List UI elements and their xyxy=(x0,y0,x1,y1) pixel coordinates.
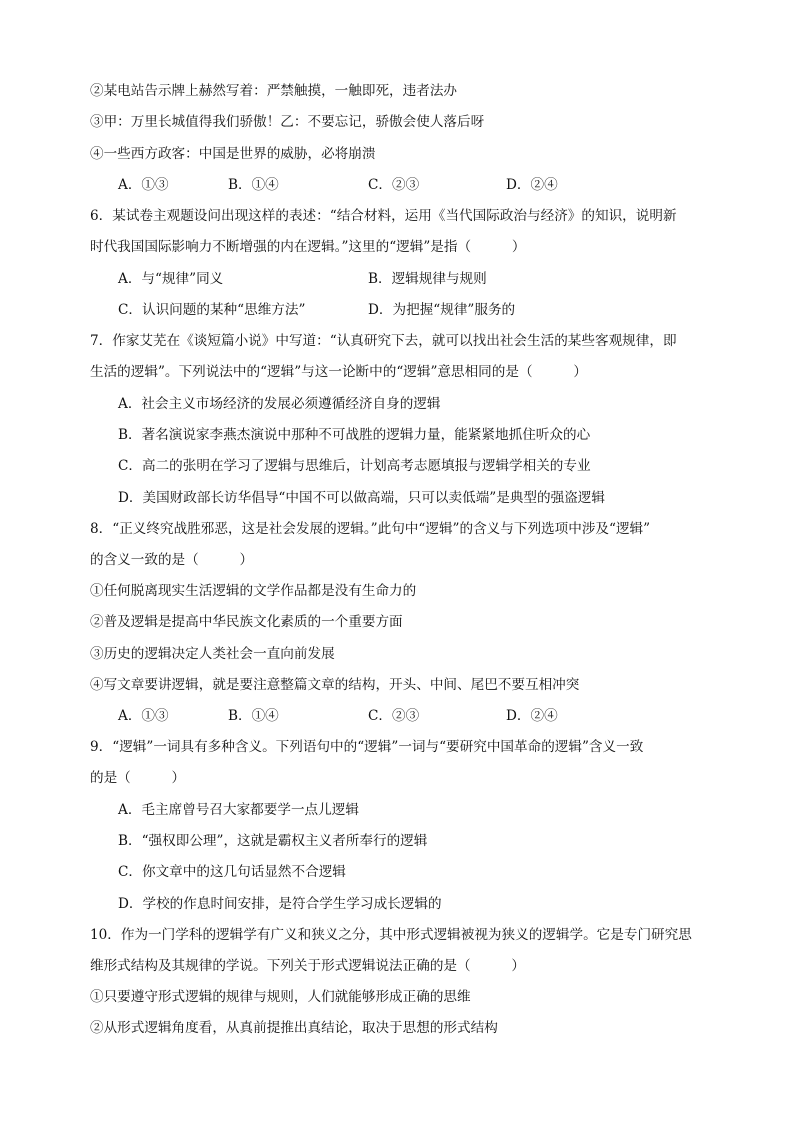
q9-option-b[interactable]: B．“强权即公理”，这就是霸权主义者所奉行的逻辑 xyxy=(118,833,428,849)
q8-option-a[interactable]: A．①③ xyxy=(118,708,169,724)
q6-option-b[interactable]: B．逻辑规律与规则 xyxy=(368,271,487,287)
q6-options-row1 xyxy=(0,269,794,289)
q6-option-a[interactable]: A．与“规律”同义 xyxy=(118,271,224,287)
q10-item-2: ②从形式逻辑角度看，从真前提推出真结论，取决于思想的形式结构 xyxy=(90,1020,498,1036)
q5-item-3: ③甲：万里长城值得我们骄傲！乙：不要忘记，骄傲会使人落后呀 xyxy=(90,114,485,130)
q5-option-b[interactable]: B．①④ xyxy=(228,177,279,193)
q7-option-d[interactable]: D．美国财政部长访华倡导“中国不可以做高端，只可以卖低端”是典型的强盗逻辑 xyxy=(118,490,605,506)
q8-stem-line1: 8．“正义终究战胜邪恶，这是社会发展的逻辑。”此句中“逻辑”的含义与下列选项中涉及“逻辑” xyxy=(90,521,651,537)
q8-item-2: ②普及逻辑是提高中华民族文化素质的一个重要方面 xyxy=(90,614,403,630)
q9-stem-line1: 9．“逻辑”一词具有多种含义。下列语句中的“逻辑”一词与“要研究中国革命的逻辑”含义一致 xyxy=(90,739,644,755)
q5-item-4: ④一些西方政客：中国是世界的威胁，必将崩溃 xyxy=(90,146,376,162)
q5-options xyxy=(0,175,794,195)
q8-option-d[interactable]: D．②④ xyxy=(506,708,558,724)
q8-item-1: ①任何脱离现实生活逻辑的文学作品都是没有生命力的 xyxy=(90,583,417,599)
q7-option-c[interactable]: C．高二的张明在学习了逻辑与思维后，计划高考志愿填报与逻辑学相关的专业 xyxy=(118,458,591,474)
q6-option-c[interactable]: C．认识问题的某种“思维方法” xyxy=(118,302,306,318)
q7-stem-line1: 7．作家艾芜在《谈短篇小说》中写道：“认真研究下去，就可以找出社会生活的某些客观规律，即 xyxy=(90,333,677,349)
q6-option-d[interactable]: D．为把握“规律”服务的 xyxy=(368,302,516,318)
q8-options xyxy=(0,706,794,726)
q9-option-d[interactable]: D．学校的作息时间安排，是符合学生学习成长逻辑的 xyxy=(118,896,442,912)
q8-option-b[interactable]: B．①④ xyxy=(228,708,279,724)
q10-stem-line2: 维形式结构及其规律的学说。下列关于形式逻辑说法正确的是（ ） xyxy=(90,958,525,974)
q5-option-c[interactable]: C．②③ xyxy=(368,177,420,193)
q6-stem-line1: 6．某试卷主观题设问出现这样的表述：“结合材料，运用《当代国际政治与经济》的知识，说明新 xyxy=(90,208,677,224)
q6-stem-line2: 时代我国国际影响力不断增强的内在逻辑。”这里的“逻辑”是指（ ） xyxy=(90,239,526,255)
q7-option-b[interactable]: B．著名演说家李燕杰演说中那种不可战胜的逻辑力量，能紧紧地抓住听众的心 xyxy=(118,427,591,443)
q9-stem-line2: 的是（ ） xyxy=(90,770,186,786)
q6-options-row2 xyxy=(0,300,794,320)
q10-item-1: ①只要遵守形式逻辑的规律与规则，人们就能够形成正确的思维 xyxy=(90,989,471,1005)
q7-stem-line2: 生活的逻辑”。下列说法中的“逻辑”与这一论断中的“逻辑”意思相同的是（ ） xyxy=(90,364,587,380)
q8-option-c[interactable]: C．②③ xyxy=(368,708,420,724)
q9-option-c[interactable]: C．你文章中的这几句话显然不合逻辑 xyxy=(118,864,346,880)
q5-option-a[interactable]: A．①③ xyxy=(118,177,169,193)
q10-stem-line1: 10．作为一门学科的逻辑学有广义和狭义之分，其中形式逻辑被视为狭义的逻辑学。它是专门研究思 xyxy=(90,927,692,943)
q8-item-3: ③历史的逻辑决定人类社会一直向前发展 xyxy=(90,646,335,662)
q5-item-2: ②某电站告示牌上赫然写着：严禁触摸，一触即死，违者法办 xyxy=(90,83,458,99)
q9-option-a[interactable]: A．毛主席曾号召大家都要学一点儿逻辑 xyxy=(118,802,359,818)
q5-option-d[interactable]: D．②④ xyxy=(506,177,558,193)
q7-option-a[interactable]: A．社会主义市场经济的发展必须遵循经济自身的逻辑 xyxy=(118,396,441,412)
q8-stem-line2: 的含义一致的是（ ） xyxy=(90,552,254,568)
q8-item-4: ④写文章要讲逻辑，就是要注意整篇文章的结构，开头、中间、尾巴不要互相冲突 xyxy=(90,677,580,693)
